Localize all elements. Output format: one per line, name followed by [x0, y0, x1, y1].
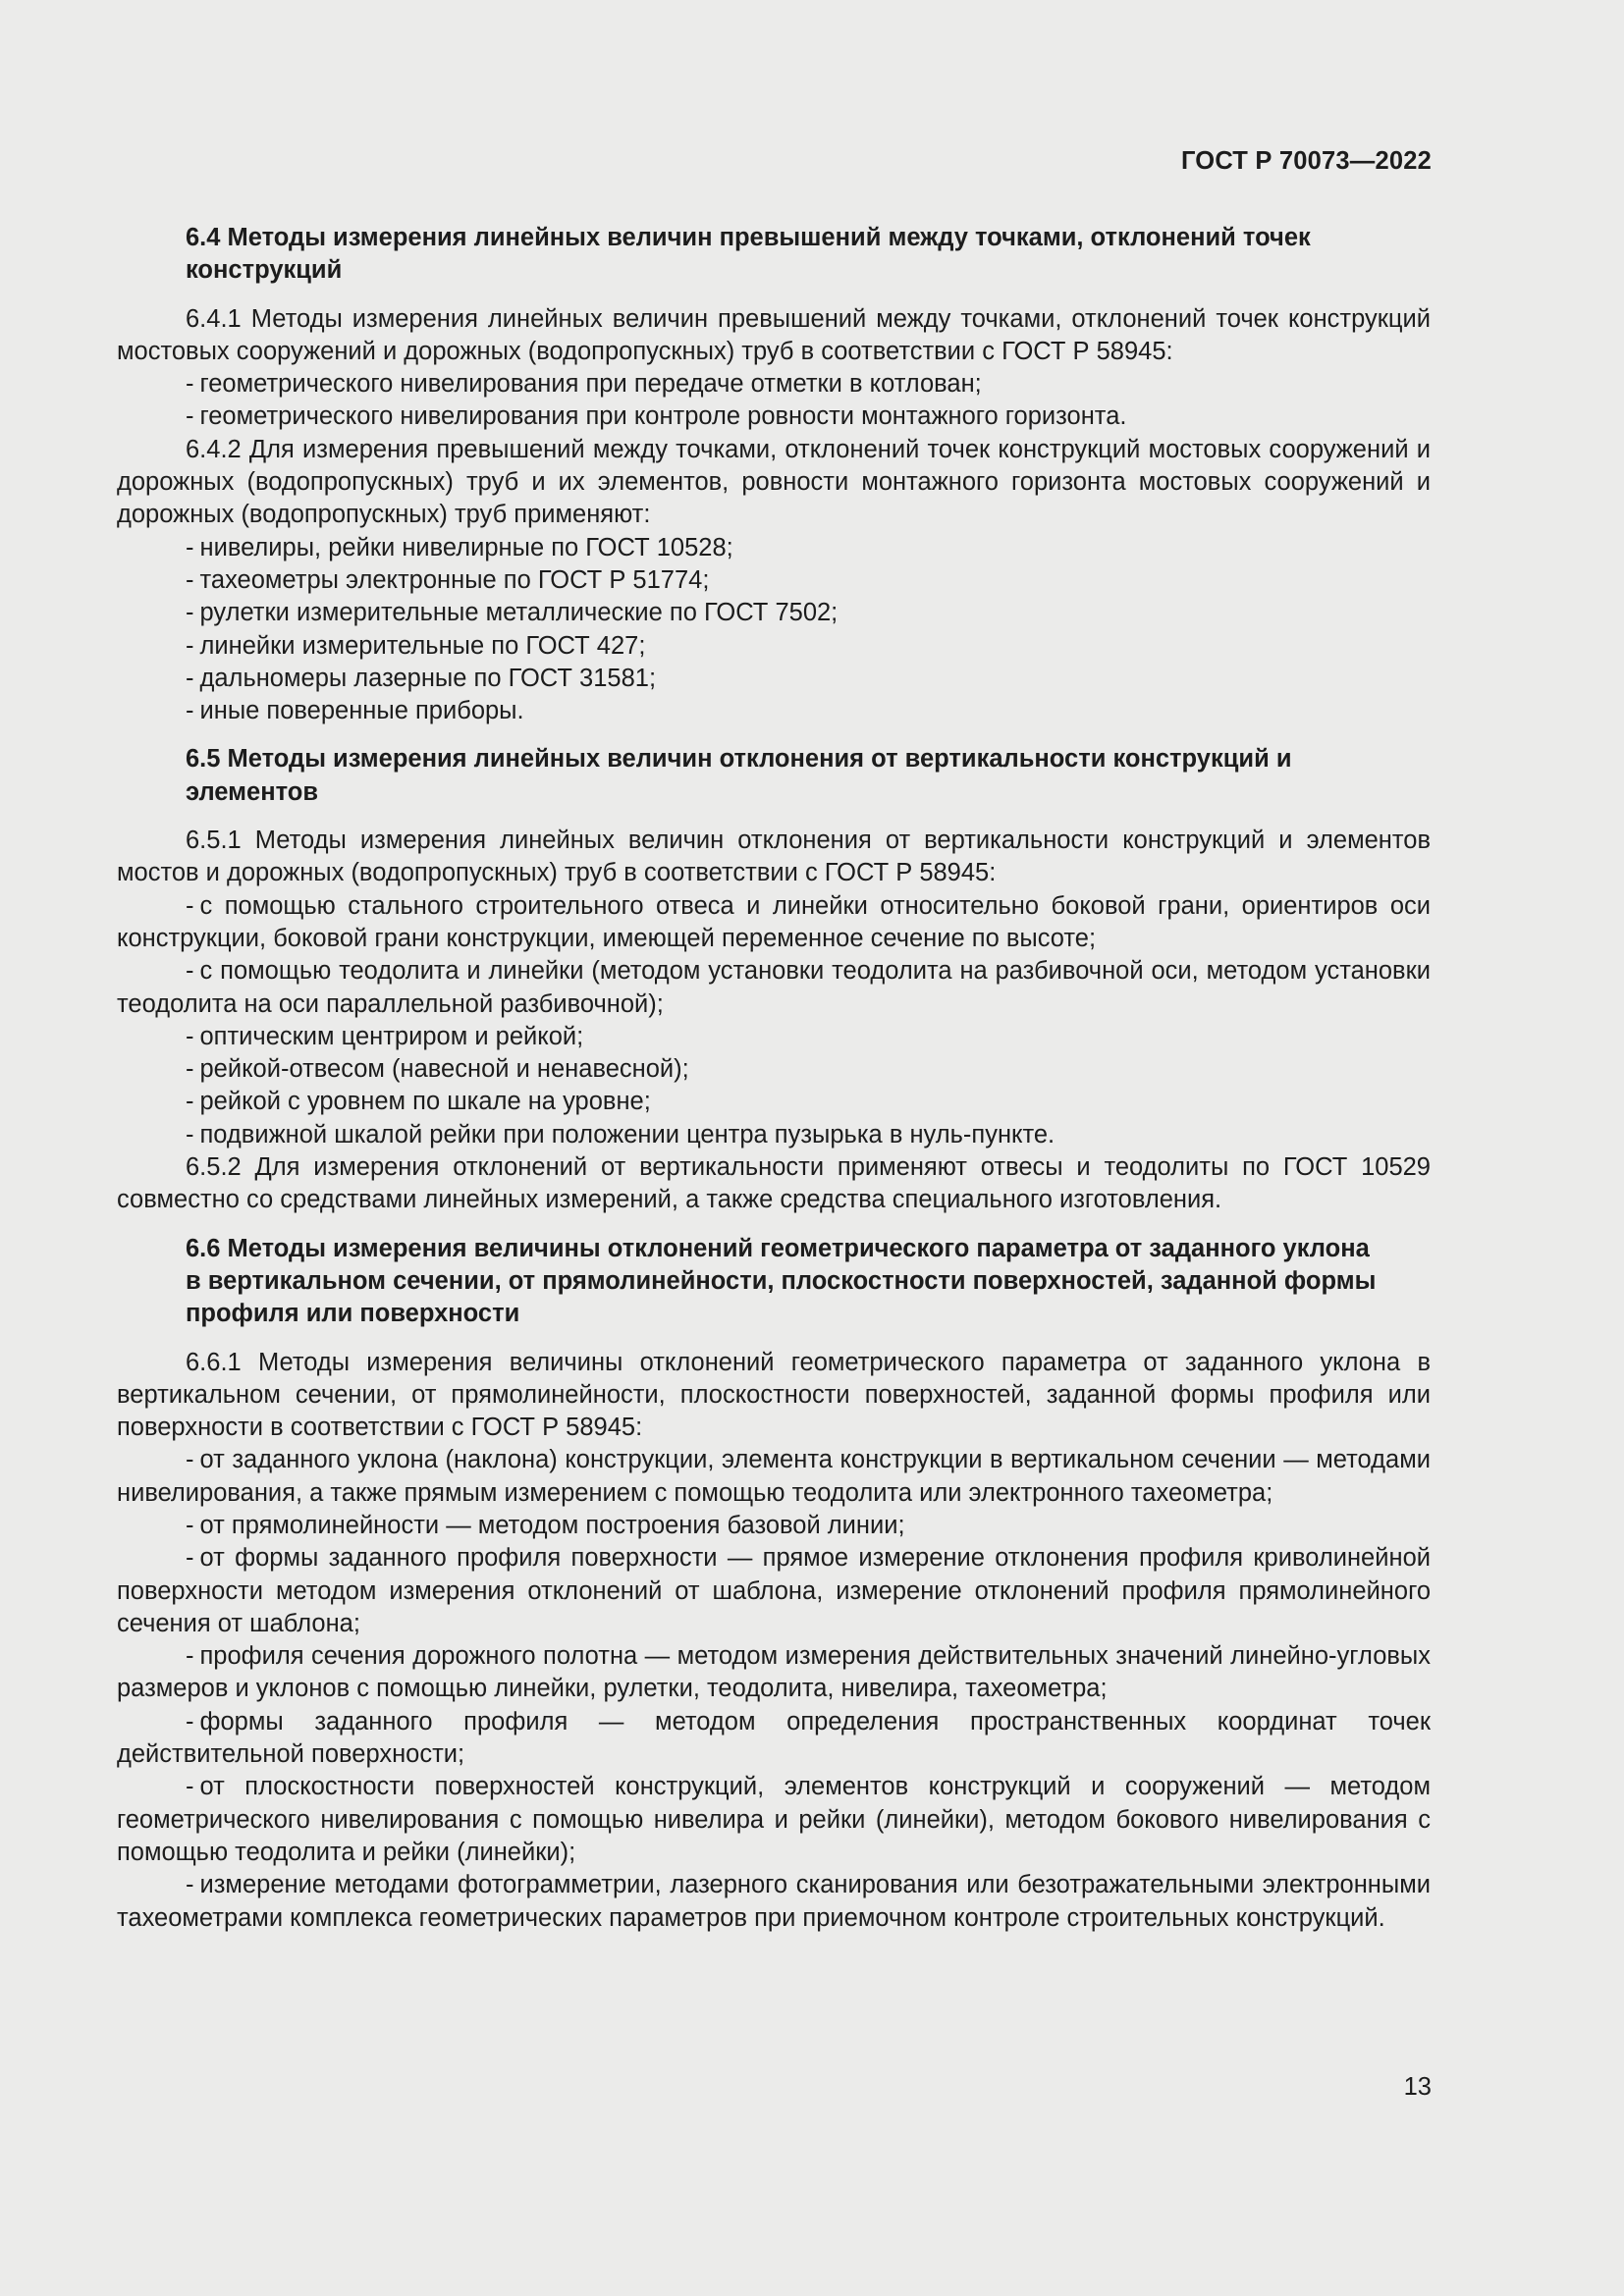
list-item: [117, 955, 1431, 1021]
list-item: [117, 1021, 1431, 1053]
list-item: [117, 1706, 1431, 1772]
list-item: [117, 597, 1431, 629]
list-dash: -: [186, 1055, 194, 1084]
list-item: [117, 1119, 1431, 1151]
list-item-text: дальномеры лазерные по ГОСТ 31581;: [199, 664, 657, 692]
list-dash: -: [186, 631, 194, 660]
list-item: [117, 695, 1431, 727]
list-item-text: формы заданного профиля — методом определения пространственных координат точек действительной поверхности;: [117, 1707, 1431, 1769]
list-dash: -: [186, 1707, 194, 1735]
list-item: [117, 368, 1431, 400]
section-gap: [117, 727, 1431, 743]
list-item: [117, 1053, 1431, 1086]
list-item-text: профиля сечения дорожного полотна — методом измерения действительных значений линейно-угловых размеров и уклонов с помощью линейки, рулетки, теодолита, нивелира, тахеометра;: [117, 1642, 1431, 1703]
list-dash: -: [186, 1642, 194, 1671]
list-dash: -: [186, 1120, 194, 1148]
list-item-text: иные поверенные приборы.: [199, 697, 524, 725]
list-item: [117, 532, 1431, 564]
list-dash: -: [186, 1088, 194, 1116]
paragraph: 6.4.2 Для измерения превышений между точками, отклонений точек конструкций мостовых сооружений и дорожных (водопропускных) труб и их элементов, ровности монтажного горизонта мостовых сооружений и дорожных (водопропускных) труб применяют:: [117, 435, 1431, 529]
list-item-text: подвижной шкалой рейки при положении центра пузырька в нуль-пункте.: [199, 1120, 1056, 1148]
document-body: [117, 222, 1431, 1935]
list-item-text: рейкой-отвесом (навесной и ненавесной);: [199, 1055, 689, 1084]
list-item-text: от заданного уклона (наклона) конструкции, элемента конструкции в вертикальном сечении — методами нивелирования, а также прямым измерением с помощью теодолита или электронного тахеометра;: [117, 1446, 1431, 1507]
section-6: [117, 222, 1431, 727]
list-item: [117, 564, 1431, 597]
document-id: ГОСТ Р 70073—2022: [1180, 147, 1432, 175]
list-item-text: оптическим центриром и рейкой;: [199, 1022, 584, 1050]
list-item-text: от формы заданного профиля поверхности — прямое измерение отклонения профиля криволинейной поверхности методом измерения отклонений от шаблона, измерение отклонений профиля прямолинейного сечения от шаблона;: [117, 1544, 1431, 1637]
list-item-text: линейки измерительные по ГОСТ 427;: [199, 631, 646, 660]
paragraph: 6.4.1 Методы измерения линейных величин превышений между точками, отклонений точек конструкций мостовых сооружений и дорожных (водопропускных) труб в соответствии с ГОСТ Р 58945:: [117, 304, 1431, 365]
list-dash: -: [186, 957, 194, 986]
list-dash: -: [186, 891, 194, 920]
list-item: [117, 1542, 1431, 1640]
list-item-text: с помощью стального строительного отвеса и линейки относительно боковой грани, ориентиров оси конструкции, боковой грани конструкции, имеющей переменное сечение по высоте;: [117, 891, 1431, 952]
list-item: [117, 1444, 1431, 1510]
list-dash: -: [186, 599, 194, 627]
section-7: [117, 743, 1431, 1216]
list-item-text: рейкой с уровнем по шкале на уровне;: [199, 1088, 651, 1116]
list-item: [117, 1510, 1431, 1542]
page-number: 13: [1403, 2073, 1432, 2101]
list-item: [117, 1640, 1431, 1706]
list-dash: -: [186, 1871, 194, 1899]
list-dash: -: [186, 402, 194, 431]
list-item-text: от плоскостности поверхностей конструкций, элементов конструкций и сооружений — методом геометрического нивелирования с помощью нивелира и рейки (линейки), методом бокового нивелирования с помощью теодолита и рейки (линейки);: [117, 1773, 1431, 1866]
list-item-text: от прямолинейности — методом построения базовой линии;: [199, 1511, 905, 1539]
section-8: [117, 1233, 1431, 1935]
section-heading: 6.4 Методы измерения линейных величин превышений между точками, отклонений точек конструкций: [186, 224, 1311, 285]
list-item: [117, 630, 1431, 663]
list-dash: -: [186, 1022, 194, 1050]
list-dash: -: [186, 565, 194, 594]
list-item: [117, 663, 1431, 695]
list-item: [117, 1771, 1431, 1869]
section-heading: 6.5 Методы измерения линейных величин отклонения от вертикальности конструкций и элементов: [186, 745, 1292, 806]
list-item-text: геометрического нивелирования при передаче отметки в котлован;: [199, 370, 982, 399]
paragraph: 6.5.2 Для измерения отклонений от вертикальности применяют отвесы и теодолиты по ГОСТ 10529 совместно со средствами линейных измерений, а также средства специального изготовления.: [117, 1153, 1431, 1214]
list-dash: -: [186, 1773, 194, 1801]
paragraph: 6.6.1 Методы измерения величины отклонений геометрического параметра от заданного уклона в вертикальном сечении, от прямолинейности, плоскостности поверхностей, заданной формы профиля или поверхности в соответствии с ГОСТ Р 58945:: [117, 1348, 1431, 1442]
list-item: [117, 1869, 1431, 1935]
list-item-text: тахеометры электронные по ГОСТ Р 51774;: [199, 565, 710, 594]
list-dash: -: [186, 1511, 194, 1539]
list-dash: -: [186, 1446, 194, 1474]
list-dash: -: [186, 533, 194, 561]
list-item: [117, 1086, 1431, 1118]
list-item-text: с помощью теодолита и линейки (методом установки теодолита на разбивочной оси, методом установки теодолита на оси параллельной разбивочной);: [117, 957, 1431, 1018]
list-dash: -: [186, 697, 194, 725]
list-item-text: рулетки измерительные металлические по ГОСТ 7502;: [199, 599, 839, 627]
list-item-text: измерение методами фотограмметрии, лазерного сканирования или безотражательными электронными тахеометрами комплекса геометрических параметров при приемочном контроле строительных конструкций.: [117, 1871, 1431, 1932]
list-dash: -: [186, 1544, 194, 1573]
list-item-text: геометрического нивелирования при контроле ровности монтажного горизонта.: [199, 402, 1127, 431]
list-dash: -: [186, 370, 194, 399]
list-item: [117, 400, 1431, 433]
section-heading: 6.6 Методы измерения величины отклонений геометрического параметра от заданного уклона в вертикальном сечении, от прямолинейности, плоскостности поверхностей, заданной формы профиля или поверхности: [186, 1234, 1377, 1328]
list-item-text: нивелиры, рейки нивелирные по ГОСТ 10528;: [199, 533, 733, 561]
paragraph: 6.5.1 Методы измерения линейных величин отклонения от вертикальности конструкций и элементов мостов и дорожных (водопропускных) труб в соответствии с ГОСТ Р 58945:: [117, 827, 1431, 887]
list-item: [117, 890, 1431, 956]
section-gap: [117, 1217, 1431, 1233]
list-dash: -: [186, 664, 194, 692]
